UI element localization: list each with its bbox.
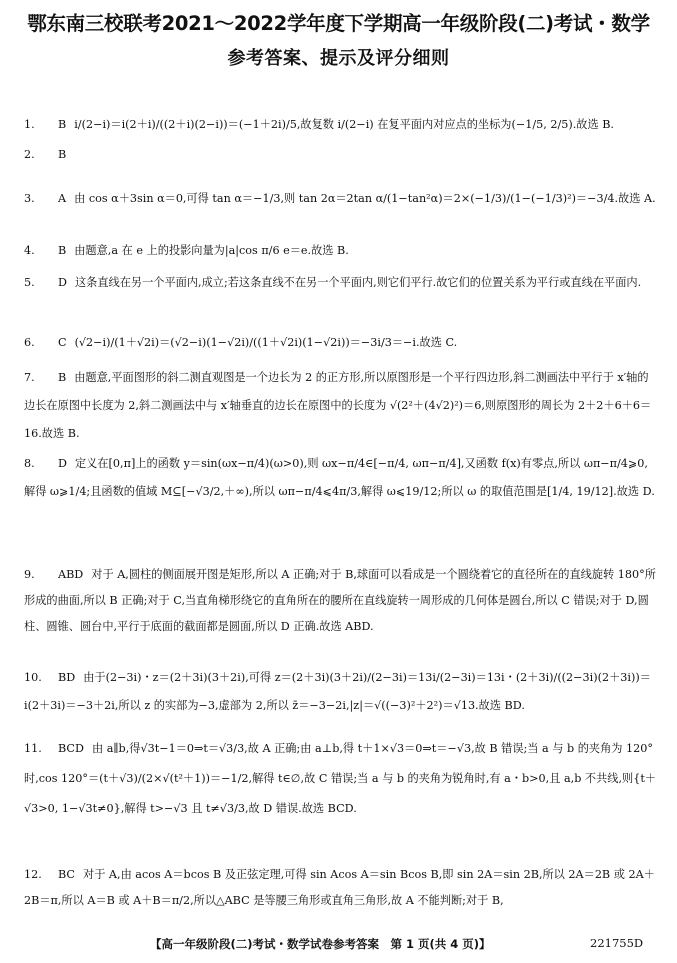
item-number: 2. — [24, 148, 35, 161]
item-answer: BC — [58, 868, 75, 881]
item-solution: 对于 A,圆柱的侧面展开图是矩形,所以 A 正确;对于 B,球面可以看成是一个圆绕着它的直径所在的直线旋转 180°所形成的曲面,所以 B 正确;对于 C,当直角梯形绕它的直角所在的腰所在直线旋转一周形成的几何体是圆台,所以 C 错误;对于 D,圆柱、圆锥、圆台中,平行于底面的截面都是圆面,所以 D 正确.故选 ABD. — [24, 568, 656, 633]
answer-item-7 — [24, 364, 656, 448]
answer-item-9 — [24, 562, 656, 640]
item-number: 5. — [24, 276, 35, 289]
item-answer: A — [58, 192, 67, 205]
item-solution: 由 a∥b,得√3t−1＝0⇒t＝√3/3,故 A 正确;由 a⊥b,得 t＋1×√3＝0⇒t＝−√3,故 B 错误;当 a 与 b 的夹角为 120°时,cos 120°＝(t＋√3)/(2×√(t²＋1))＝−1/2,解得 t∈∅,故 C 错误;当 a 与 b 的夹角为锐角时,有 a・b>0,且 a,b 不共线,则{t＋√3>0, 1−√3t≠0},解得 t>−√3 且 t≠√3/3,故 D 错误.故选 BCD. — [24, 742, 657, 815]
item-number: 8. — [24, 457, 35, 470]
item-answer: B — [58, 371, 67, 384]
item-solution: 由于(2−3i)・z＝(2＋3i)(3＋2i),可得 z＝(2＋3i)(3＋2i)/(2−3i)＝13i/(2−3i)＝13i・(2＋3i)/((2−3i)(2＋3i))＝i(2＋3i)＝−3＋2i,所以 z 的实部为−3,虚部为 2,所以 z̄＝−3−2i,|z|＝√((−3)²＋2²)＝√13.故选 BD. — [24, 671, 651, 712]
item-answer: B — [58, 118, 67, 131]
answer-item-4 — [24, 234, 656, 268]
item-answer: B — [58, 148, 67, 161]
item-solution: 由题意,平面图形的斜二测直观图是一个边长为 2 的正方形,所以原图形是一个平行四边形,斜二测画法中平行于 x′轴的边长在原图中长度为 2,斜二测画法中与 x′轴垂直的边长在原图中的长度为 √(2²＋(4√2)²)＝6,则原图形的周长为 2＋2＋6＋6＝16.故选 B. — [24, 371, 652, 440]
item-solution: 由题意,a 在 e 上的投影向量为|a|cos π/6 e＝e.故选 B. — [74, 244, 349, 257]
answer-item-3 — [24, 182, 656, 216]
item-answer: ABD — [58, 568, 84, 581]
item-number: 6. — [24, 336, 35, 349]
answer-item-11 — [24, 734, 656, 824]
answer-item-2 — [24, 138, 656, 172]
item-number: 9. — [24, 568, 35, 581]
answer-item-5 — [24, 270, 656, 296]
answer-item-1 — [24, 108, 656, 142]
item-solution: i/(2−i)＝i(2＋i)/((2＋i)(2−i))＝(−1＋2i)/5,故复数 i/(2−i) 在复平面内对应点的坐标为(−1/5, 2/5).故选 B. — [74, 118, 614, 131]
item-number: 3. — [24, 192, 35, 205]
item-number: 12. — [24, 868, 42, 881]
item-number: 11. — [24, 742, 42, 755]
item-solution: (√2−i)/(1＋√2i)＝(√2−i)(1−√2i)/((1＋√2i)(1−√2i))＝−3i/3＝−i.故选 C. — [74, 336, 458, 349]
item-answer: C — [58, 336, 67, 349]
item-answer: D — [58, 276, 67, 289]
item-number: 7. — [24, 371, 35, 384]
answer-item-6 — [24, 326, 656, 360]
answer-item-12 — [24, 862, 656, 914]
answer-item-10 — [24, 664, 656, 720]
item-number: 1. — [24, 118, 35, 131]
item-number: 4. — [24, 244, 35, 257]
item-solution: 定义在[0,π]上的函数 y＝sin(ωx−π/4)(ω>0),则 ωx−π/4∈[−π/4, ωπ−π/4],又函数 f(x)有零点,所以 ωπ−π/4⩾0,解得 ω⩾1/4;且函数的值域 M⊆[−√3/2,＋∞),所以 ωπ−π/4⩽4π/3,解得 ω⩽19/12;所以 ω 的取值范围是[1/4, 19/12].故选 D. — [24, 457, 655, 498]
answer-item-8 — [24, 450, 656, 506]
document-code: 221755D — [590, 936, 644, 950]
item-answer: BD — [58, 671, 76, 684]
page-subtitle: 参考答案、提示及评分细则 — [227, 48, 450, 69]
item-answer: BCD — [58, 742, 84, 755]
page-title: 鄂东南三校联考2021～2022学年度下学期高一年级阶段(二)考试・数学 — [27, 12, 650, 35]
item-solution: 由 cos α＋3sin α＝0,可得 tan α＝−1/3,则 tan 2α＝2tan α/(1−tan²α)＝2×(−1/3)/(1−(−1/3)²)＝−3/4.故选 A. — [74, 192, 656, 205]
item-number: 10. — [24, 671, 42, 684]
item-answer: B — [58, 244, 67, 257]
item-solution: 对于 A,由 acos A＝bcos B 及正弦定理,可得 sin Acos A＝sin Bcos B,即 sin 2A＝sin 2B,所以 2A＝2B 或 2A＋2B＝π,所以 A＝B 或 A＋B＝π/2,所以△ABC 是等腰三角形或直角三角形,故 A 不能判断;对于 B, — [24, 868, 655, 907]
item-solution: 这条直线在另一个平面内,成立;若这条直线不在另一个平面内,则它们平行.故它们的位置关系为平行或直线在平面内. — [74, 276, 642, 289]
footer-text: 【高一年级阶段(二)考试・数学试卷参考答案 第 1 页(共 4 页)】 — [150, 937, 491, 951]
item-answer: D — [58, 457, 67, 470]
